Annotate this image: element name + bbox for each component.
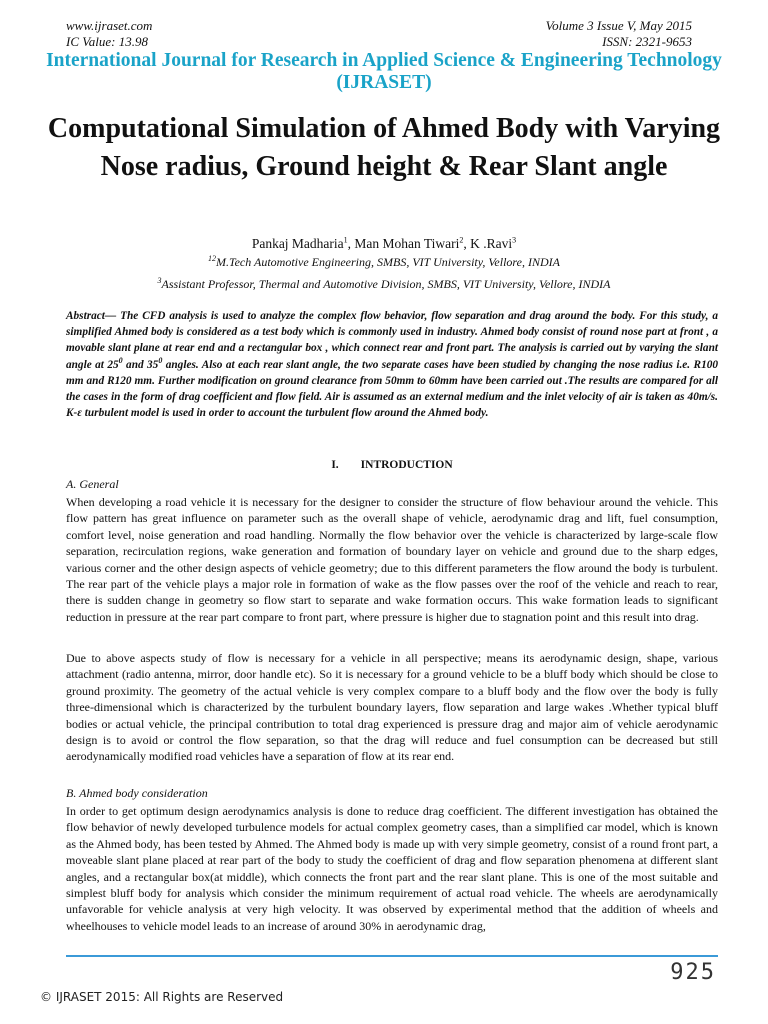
abstract-text-1: Abstract— The CFD analysis is used to analyze the complex flow behavior, flow separation and drag around the body. For this study, a simplified Ahmed body is considered as a test body which is commonly used in industry. Ahmed body consist of round nose part at front , a movable slant plane at rear end and a rectangular box , which connect rear and front part. The analysis is carried out by varying the slant angle at 25 [66,310,718,371]
footer-divider [66,955,718,957]
body-paragraph-1: When developing a road vehicle it is necessary for the designer to consider the structure of flow behaviour around the vehicle. This flow pattern has great influence on parameter such as the overall shape of vehicle, aerodynamic drag and lift, fuel consumption, comfort level, noise generation and road handling. Normally the flow behavior over the vehicle is characterized by large-scale flow separation, recirculation regions, wake generation and formation of boundary layer on vehicle and ground due to the sharp edges, various corner and the other design aspects of vehicle geometry; due to this different parameters the flow around the body is turbulent. The rear part of the vehicle plays a major role in formation of wake as the flow passes over the roof of the vehicle and reach to rear, there is sudden change in geometry so flow start to separate and wake formation occurs. This wake formation leads to significant reduction in pressure at the rear part compare to front part, where pressure is higher due to stagnation point and this result into drag. [66,495,718,624]
abstract-text-3: angles. Also at each rear slant angle, the two separate cases have been studied by changing the nose radius i.e. R100 mm and R120 mm. Further modification on ground clearance from 50mm to 60mm have been carried out .The results are compared for all the cases in the form of drag coefficient and flow field. Air is assumed as an external medium and the inlet velocity of air is taken as 40m/s. K-ɛ turbulent model is used in order to account the turbulent flow around the Ahmed body. [66,358,719,420]
section-heading-introduction [66,458,718,472]
section-title: INTRODUCTION [360,459,453,471]
body-paragraph-2: Due to above aspects study of flow is necessary for a vehicle in all perspective; means its aerodynamic design, shape, various attachment (radio antenna, mirror, door handle etc). So it is necessary for a ground vehicle to be a bluff body which should be close to ground proximity. The geometry of the actual vehicle is very complex compare to a bluff body and the flow over the body is fully three-dimensional which is characterized by the turbulent boundary layers, flow separation and large wakes .Whether typical bluff bodies or actual vehicle, the principal contribution to total drag experienced is pressure drag and major aim of vehicle aerodynamic design is to avoid or control the flow separation, so that the drag will reduce and fuel consumption can be decreased but still aerodynamically modified road vehicles have a separation of flow at its rear end. [66,651,718,764]
ic-value: IC Value: 13.98 [66,34,148,49]
author-sup: 3 [512,235,517,245]
degree-sup: 0 [118,355,123,365]
subsection-heading-ahmed-body: B. Ahmed body consideration [66,786,208,800]
affiliation-2 [40,277,728,291]
journal-website: www.ijraset.com [66,18,153,33]
author-name: K .Ravi [470,236,513,251]
author-name: Man Mohan Tiwari [354,236,460,251]
degree-sup: 0 [158,355,163,365]
paper-title: Computational Simulation of Ahmed Body with Varying Nose radius, Ground height & Rear Slant angle [47,113,721,182]
issn: ISSN: 2321-9653 [602,34,692,49]
affiliation-1 [40,255,728,269]
affiliation-text: M.Tech Automotive Engineering, SMBS, VIT University, Vellore, INDIA [216,255,560,269]
journal-name: International Journal for Research in Applied Science & Engineering Technology (IJRASET) [46,50,722,93]
volume-issue: Volume 3 Issue V, May 2015 [545,18,692,33]
author-sup: 2 [459,235,464,245]
copyright-notice: © IJRASET 2015: All Rights are Reserved [40,990,284,1004]
subsection-heading-general: A. General [66,477,119,491]
affiliation-sup: 3 [157,276,162,285]
author-sup: 1 [343,235,348,245]
affiliation-sup: 12 [208,254,217,263]
page-number: 925 [670,960,716,985]
author-name: Pankaj Madharia [251,236,344,251]
author-list: Pankaj Madharia$^1$, Man Mohan Tiwari$^2$, K .Ravi$^3$ [251,235,517,251]
affiliation-text: Assistant Professor, Thermal and Automotive Division, SMBS, VIT University, Vellore, INDIA [161,277,611,291]
abstract-text-2: and 35 [122,358,159,371]
abstract [66,308,718,421]
section-number: I. [331,459,339,471]
body-paragraph-3: In order to get optimum design aerodynamics analysis is done to reduce drag coefficient. The different investigation has obtained the flow behavior of newly developed turbulence models for actual complex geometry cases, than a simplified car model, which is known as the Ahmed body, has been tested by Ahmed. The Ahmed body is made up with very simple geometry, consist of a round front part, a moveable slant plane placed at rear part of the body to study the coefficient of drag and flow separation phenomena at different slant angles, and a rectangular box(at middle), which connects the front part and the rear slant plane. This is one of the most suitable and simplest bluff body for analysis which consider the minimum requirement of actual road vehicle. The wheels are aerodynamically unfavorable for vehicle analysis at very high velocity. It was observed by experimental method that the addition of wheels and wheelhouses to vehicle model leads to an increase of around 30% in aerodynamic drag, [66,804,718,933]
